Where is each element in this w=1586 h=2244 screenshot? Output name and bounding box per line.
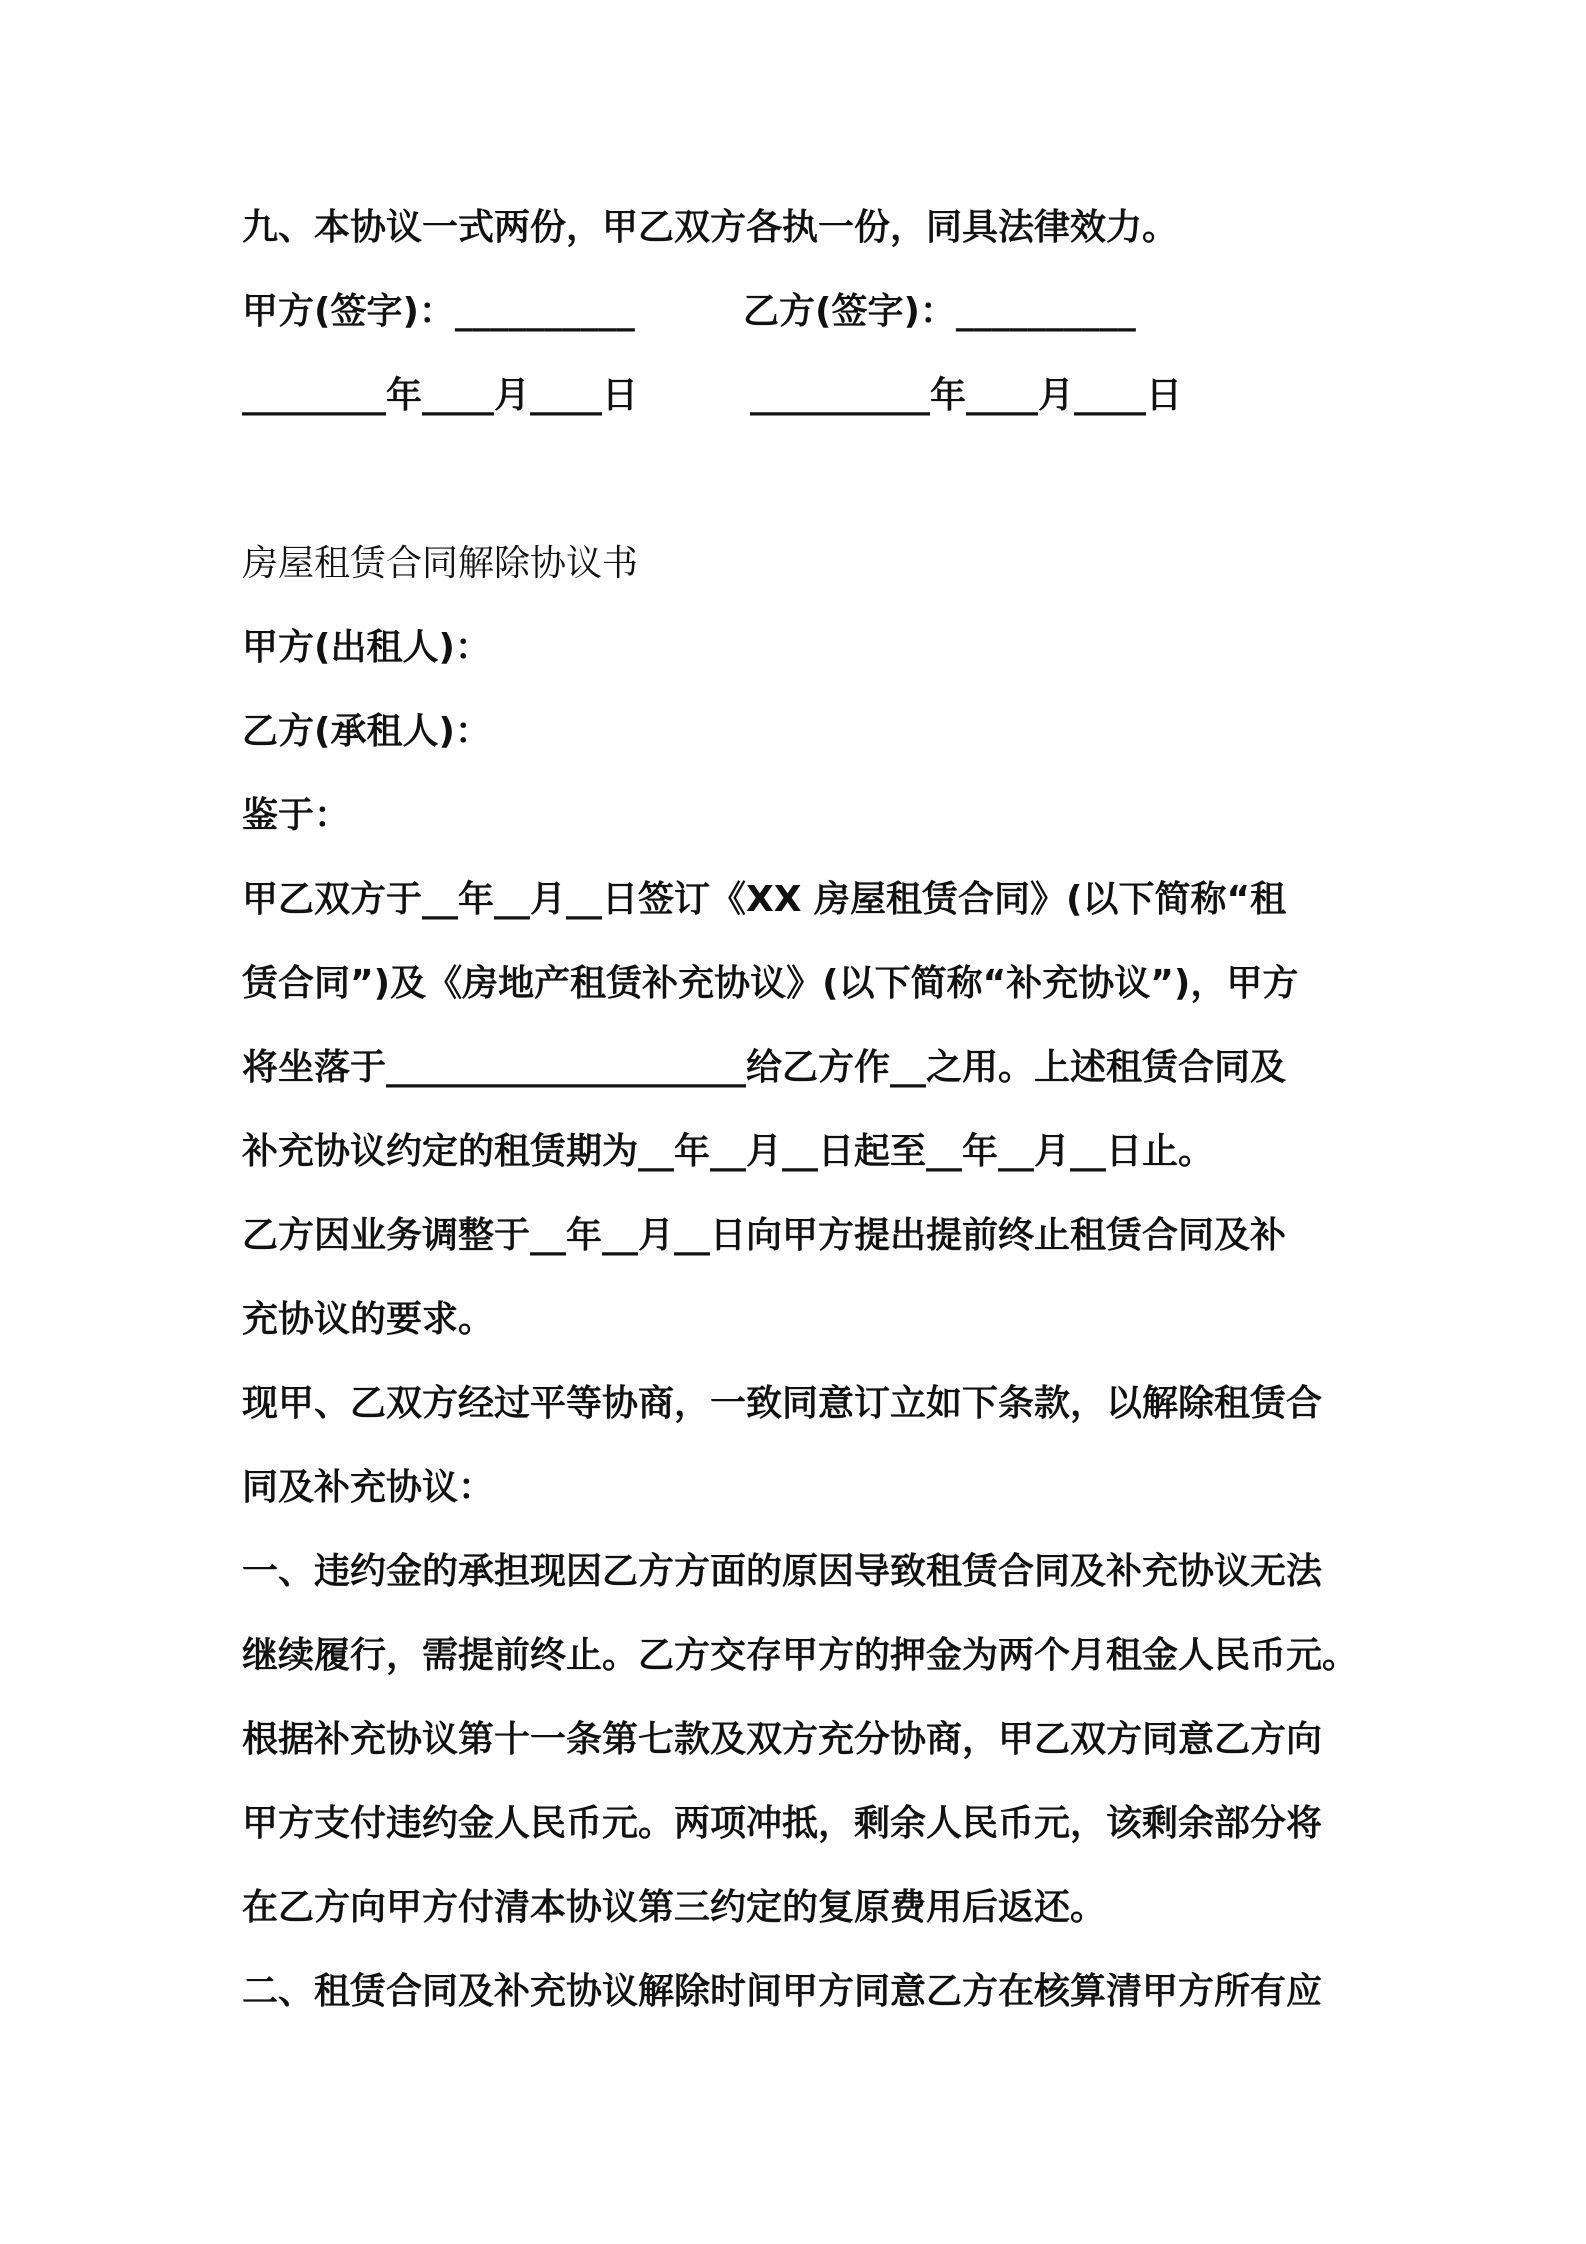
recital-line: 将坐落于____________________给乙方作__之用。上述租赁合同及 xyxy=(242,1047,1287,1088)
recital-line: 乙方因业务调整于__年__月__日向甲方提出提前终止租赁合同及补 xyxy=(242,1215,1287,1256)
clause-line: 二、租赁合同及补充协议解除时间甲方同意乙方在核算清甲方所有应 xyxy=(242,1971,1323,2012)
clause-line: 继续履行，需提前终止。乙方交存甲方的押金为两个月租金人民币元。 xyxy=(242,1635,1359,1676)
recital-3 xyxy=(242,1362,1402,1530)
clause-line: 一、违约金的承担现因乙方方面的原因导致租赁合同及补充协议无法 xyxy=(242,1551,1323,1592)
clause-line: 根据补充协议第十一条第七款及双方充分协商，甲乙双方同意乙方向 xyxy=(242,1719,1323,1760)
party-a-date: ________年____月____日 xyxy=(242,375,638,416)
recital-2 xyxy=(242,1194,1402,1362)
party-b-lessee: 乙方(承租人)： xyxy=(242,711,491,752)
clause-2-termination-time xyxy=(242,1950,1402,2034)
clause-line: 甲方支付违约金人民币元。两项冲抵，剩余人民币元，该剩余部分将 xyxy=(242,1803,1323,1844)
recital-line: 补充协议约定的租赁期为__年__月__日起至__年__月__日止。 xyxy=(242,1131,1215,1172)
party-a-signature: 甲方(签字)：__________ xyxy=(242,291,635,332)
recital-line: 赁合同”)及《房地产租赁补充协议》(以下简称“补充协议”)，甲方 xyxy=(242,963,1299,1004)
party-a-lessor: 甲方(出租人)： xyxy=(242,627,491,668)
party-b-date: __________年____月____日 xyxy=(750,375,1182,416)
recital-line: 同及补充协议： xyxy=(242,1467,495,1508)
agreement-title: 房屋租赁合同解除协议书 xyxy=(242,543,639,584)
signature-row xyxy=(242,270,1402,354)
document-body xyxy=(242,186,1402,2034)
clause-1-penalty xyxy=(242,1530,1402,1950)
clause-line: 在乙方向甲方付清本协议第三约定的复原费用后返还。 xyxy=(242,1887,1107,1928)
clause-nine: 九、本协议一式两份，甲乙双方各执一份，同具法律效力。 xyxy=(242,207,1179,248)
recital-line: 现甲、乙双方经过平等协商，一致同意订立如下条款，以解除租赁合 xyxy=(242,1383,1323,1424)
party-b-signature: 乙方(签字)：__________ xyxy=(743,291,1136,332)
whereas-heading: 鉴于： xyxy=(242,795,351,836)
recital-line: 甲乙双方于__年__月__日签订《XX 房屋租赁合同》(以下简称“租 xyxy=(242,879,1287,920)
date-row xyxy=(242,354,1402,438)
spacer xyxy=(242,438,1402,522)
recital-line: 充协议的要求。 xyxy=(242,1299,495,1340)
recital-1 xyxy=(242,858,1402,1194)
